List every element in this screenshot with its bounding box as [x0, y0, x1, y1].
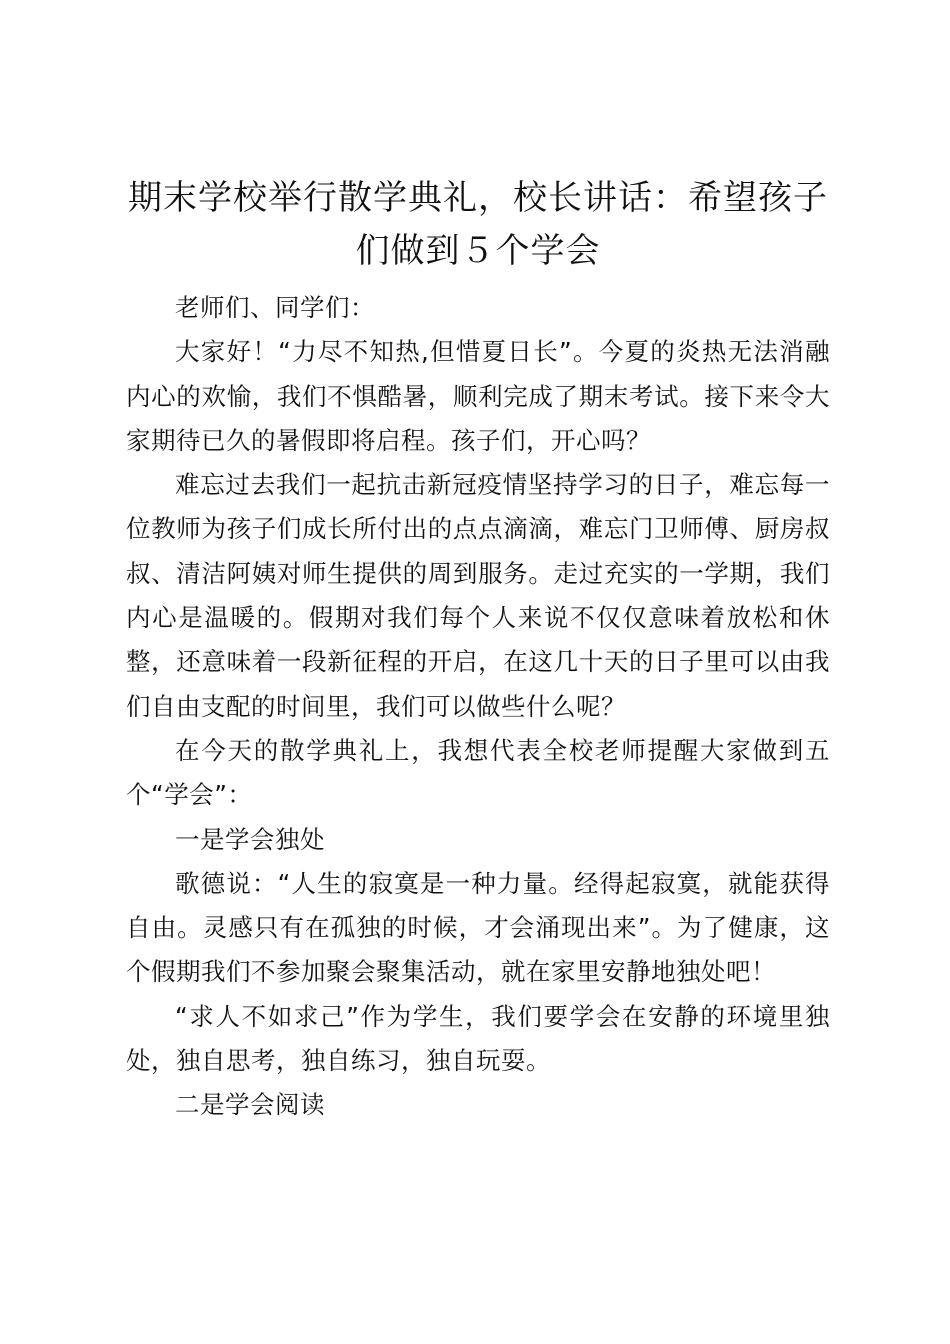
document-title: 期末学校举行散学典礼，校长讲话：希望孩子们做到５个学会 [128, 178, 828, 271]
document-page [126, 172, 830, 1128]
section-heading-solitude: 一是学会独处 [175, 824, 325, 854]
salutation-paragraph: 老师们、同学们： [175, 293, 375, 322]
intro-five-points-paragraph: 在今天的散学典礼上，我想代表全校老师提醒大家做到五个“学会”： [126, 735, 830, 810]
greeting-paragraph: 大家好！“力尽不知热,但惜夏日长”。今夏的炎热无法消融内心的欢愉，我们不惧酷暑，顺利完成了期末考试。接下来令大家期待已久的暑假即将启程。孩子们，开心吗？ [126, 337, 830, 455]
goethe-quote-paragraph: 歌德说：“人生的寂寞是一种力量。经得起寂寞，就能获得自由。灵感只有在孤独的时候，才会涌现出来”。为了健康，这个假期我们不参加聚会聚集活动，就在家里安静地独处吧！ [126, 868, 830, 987]
section-heading-reading: 二是学会阅读 [175, 1090, 325, 1120]
self-reliance-paragraph: “求人不如求己”作为学生，我们要学会在安静的环境里独处，独自思考，独自练习，独自玩耍。 [126, 1001, 830, 1076]
reflection-paragraph: 难忘过去我们一起抗击新冠疫情坚持学习的日子，难忘每一位教师为孩子们成长所付出的点点滴滴，难忘门卫师傅、厨房叔叔、清洁阿姨对师生提供的周到服务。走过充实的一学期，我们内心是温暖的。假期对我们每个人来说不仅仅意味着放松和休整，还意味着一段新征程的开启，在这几十天的日子里可以由我们自由支配的时间里，我们可以做些什么呢？ [126, 470, 830, 721]
